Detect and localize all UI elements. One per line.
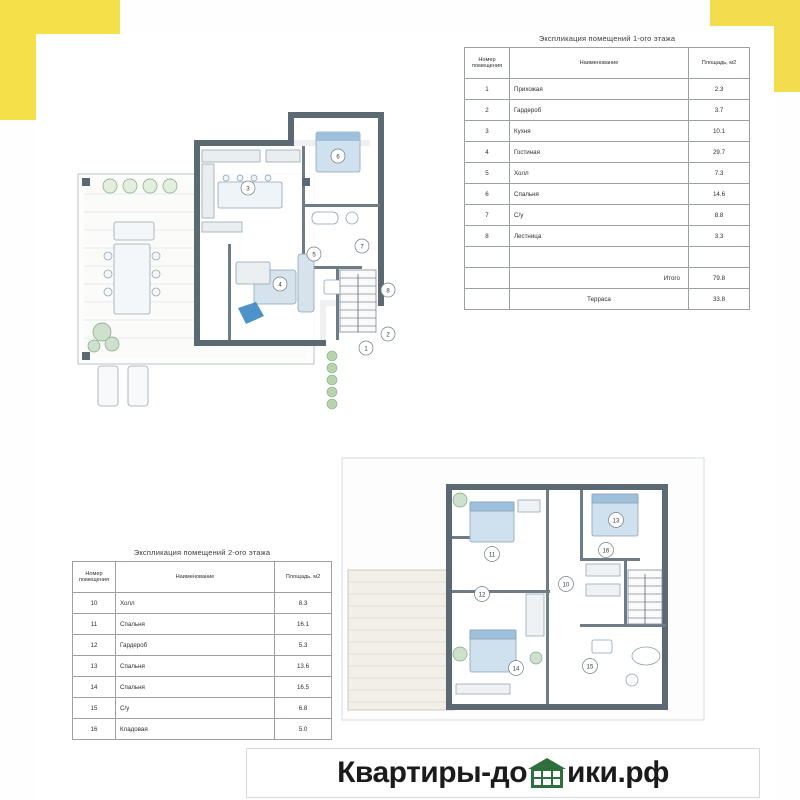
cell-number: 5 bbox=[465, 163, 510, 184]
cell-name: Спальня bbox=[116, 656, 275, 677]
total-label: Итого bbox=[510, 268, 689, 289]
cell-area: 10.1 bbox=[689, 121, 750, 142]
table-row-extra bbox=[465, 289, 750, 310]
corner-accent-left bbox=[0, 0, 36, 120]
cell-number: 1 bbox=[465, 79, 510, 100]
cell-number: 7 bbox=[465, 205, 510, 226]
cell-area: 29.7 bbox=[689, 142, 750, 163]
header-area: Площадь, м2 bbox=[689, 48, 750, 79]
cell-area: 8.3 bbox=[275, 593, 332, 614]
table-row bbox=[465, 205, 750, 226]
table-floor2 bbox=[72, 548, 332, 740]
cell-number: 16 bbox=[73, 719, 116, 740]
cell-area: 5.0 bbox=[275, 719, 332, 740]
cell-name: Кладовая bbox=[116, 719, 275, 740]
extra-value: 33.8 bbox=[689, 289, 750, 310]
watermark bbox=[246, 748, 760, 798]
cell-area: 5.3 bbox=[275, 635, 332, 656]
table-header-row bbox=[465, 48, 750, 79]
table-floor1-title: Экспликация помещений 1-ого этажа bbox=[538, 34, 676, 43]
cell-number: 10 bbox=[73, 593, 116, 614]
cell-name: С/у bbox=[116, 698, 275, 719]
plan-floor1 bbox=[76, 94, 466, 434]
svg-text:4: 4 bbox=[278, 282, 282, 289]
cell-name: Прихожая bbox=[510, 79, 689, 100]
cell-area: 16.5 bbox=[275, 677, 332, 698]
watermark-text-right: ики.рф bbox=[567, 756, 669, 789]
cell-area: 16.1 bbox=[275, 614, 332, 635]
table-header-row bbox=[73, 562, 332, 593]
cell-area: 6.8 bbox=[275, 698, 332, 719]
svg-text:7: 7 bbox=[360, 244, 364, 251]
cell-name: Спальня bbox=[116, 677, 275, 698]
watermark-text bbox=[337, 756, 669, 790]
header-number: Номер помещения bbox=[465, 48, 510, 79]
svg-text:1: 1 bbox=[364, 346, 368, 353]
svg-text:12: 12 bbox=[478, 592, 486, 599]
header-name: Наименование bbox=[116, 562, 275, 593]
cell-number: 8 bbox=[465, 226, 510, 247]
cell-name: Гардероб bbox=[510, 100, 689, 121]
table-row bbox=[465, 163, 750, 184]
cell-area: 3.3 bbox=[689, 226, 750, 247]
cell-area: 7.3 bbox=[689, 163, 750, 184]
cell-number: 15 bbox=[73, 698, 116, 719]
table-row bbox=[465, 184, 750, 205]
table-row bbox=[73, 593, 332, 614]
cell-number: 6 bbox=[465, 184, 510, 205]
cell-name: С/у bbox=[510, 205, 689, 226]
svg-text:13: 13 bbox=[612, 518, 620, 525]
cell-number: 2 bbox=[465, 100, 510, 121]
table-row bbox=[73, 698, 332, 719]
table-row bbox=[73, 635, 332, 656]
cell-number: 4 bbox=[465, 142, 510, 163]
table-row bbox=[73, 656, 332, 677]
svg-text:10: 10 bbox=[562, 582, 570, 589]
svg-text:15: 15 bbox=[586, 664, 594, 671]
corner-accent-right bbox=[774, 0, 800, 92]
cell-name: Гостиная bbox=[510, 142, 689, 163]
cell-name: Кухня bbox=[510, 121, 689, 142]
cell-name: Холл bbox=[116, 593, 275, 614]
cell-number: 13 bbox=[73, 656, 116, 677]
expl-table-floor1 bbox=[464, 47, 750, 310]
table-row bbox=[465, 142, 750, 163]
table-row bbox=[73, 614, 332, 635]
plan-floor2 bbox=[340, 444, 710, 744]
svg-text:5: 5 bbox=[312, 252, 316, 259]
house-icon bbox=[528, 758, 566, 788]
watermark-text-left: Квартиры-до bbox=[337, 756, 528, 789]
expl-table-floor2 bbox=[72, 561, 332, 740]
table-row bbox=[465, 121, 750, 142]
table-row bbox=[73, 719, 332, 740]
drawing-sheet bbox=[36, 34, 774, 800]
cell-name: Гардероб bbox=[116, 635, 275, 656]
cell-area: 3.7 bbox=[689, 100, 750, 121]
svg-text:6: 6 bbox=[336, 154, 340, 161]
cell-name: Лестница bbox=[510, 226, 689, 247]
header-number: Номер помещения bbox=[73, 562, 116, 593]
extra-label: Терраса bbox=[510, 289, 689, 310]
table-row bbox=[465, 226, 750, 247]
cell-name: Спальня bbox=[116, 614, 275, 635]
table-row bbox=[465, 100, 750, 121]
cell-area: 2.3 bbox=[689, 79, 750, 100]
svg-text:2: 2 bbox=[386, 332, 390, 339]
table-row bbox=[73, 677, 332, 698]
cell-area: 14.6 bbox=[689, 184, 750, 205]
header-area: Площадь, м2 bbox=[275, 562, 332, 593]
cell-number: 14 bbox=[73, 677, 116, 698]
total-value: 79.8 bbox=[689, 268, 750, 289]
table-row-empty bbox=[465, 247, 750, 268]
cell-number: 12 bbox=[73, 635, 116, 656]
cell-name: Спальня bbox=[510, 184, 689, 205]
header-name: Наименование bbox=[510, 48, 689, 79]
svg-text:8: 8 bbox=[386, 288, 390, 295]
svg-text:14: 14 bbox=[512, 666, 520, 673]
cell-number: 11 bbox=[73, 614, 116, 635]
cell-name: Холл bbox=[510, 163, 689, 184]
table-floor2-title: Экспликация помещений 2-ого этажа bbox=[133, 548, 271, 557]
table-floor1 bbox=[464, 34, 750, 310]
cell-area: 8.8 bbox=[689, 205, 750, 226]
table-row-total bbox=[465, 268, 750, 289]
cell-area: 13.6 bbox=[275, 656, 332, 677]
svg-text:3: 3 bbox=[246, 186, 250, 193]
svg-text:11: 11 bbox=[488, 552, 496, 559]
svg-text:16: 16 bbox=[602, 548, 610, 555]
table-row bbox=[465, 79, 750, 100]
cell-number: 3 bbox=[465, 121, 510, 142]
